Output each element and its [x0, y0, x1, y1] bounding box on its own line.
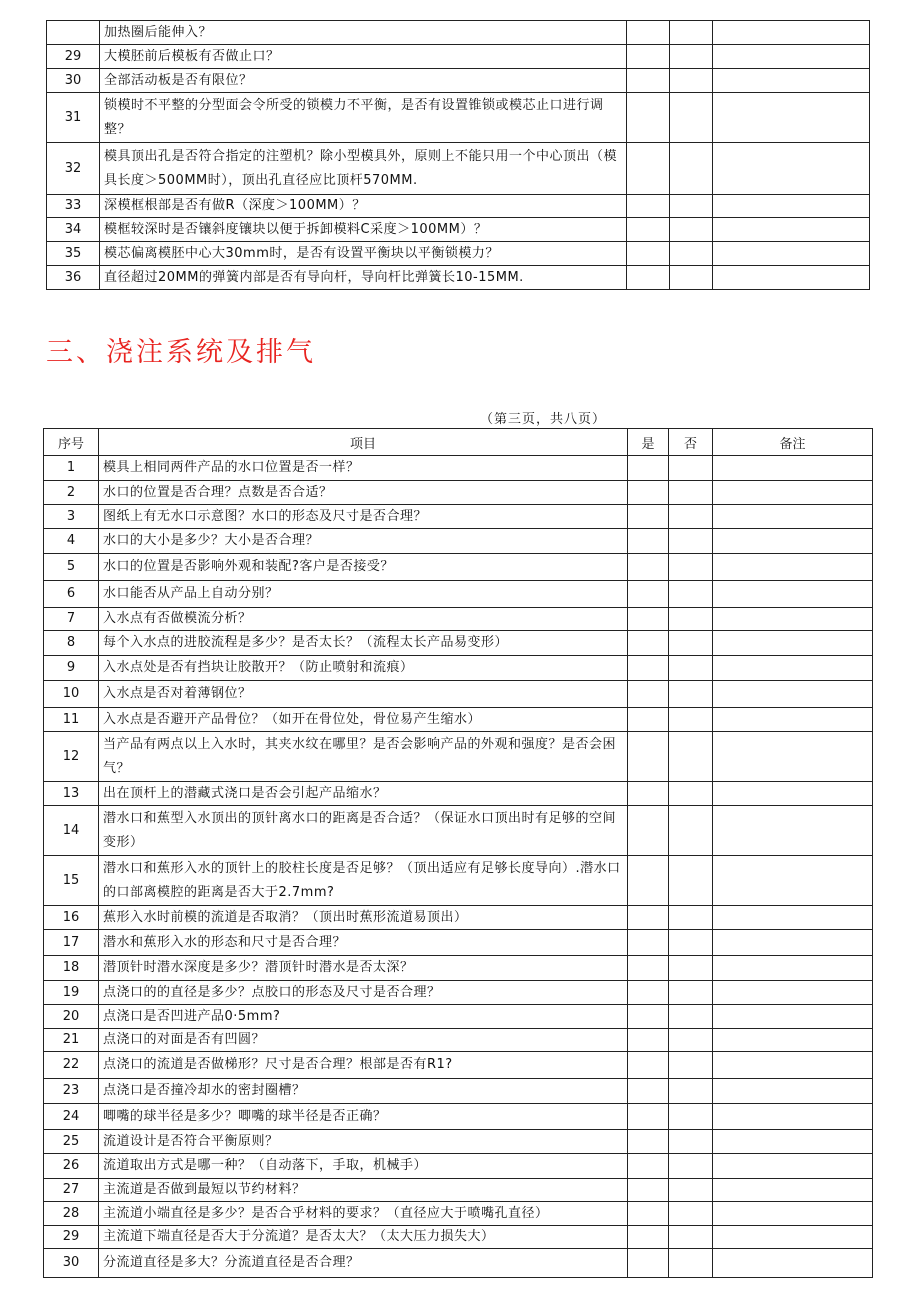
remark-cell[interactable]: [713, 631, 873, 656]
table-row: [44, 1154, 873, 1179]
remark-cell[interactable]: [713, 906, 873, 930]
row-number: 29: [44, 1226, 99, 1249]
row-item-text: 点浇口是否撞冷却水的密封圈槽？: [99, 1079, 628, 1104]
remark-cell[interactable]: [713, 930, 873, 956]
table-row: [47, 218, 870, 242]
yes-check-cell[interactable]: [627, 21, 670, 45]
row-item-text: 模具上相同两件产品的水口位置是否一样？: [99, 456, 628, 481]
table-row: [47, 69, 870, 93]
remark-cell[interactable]: [713, 93, 870, 143]
row-number: 36: [47, 266, 100, 290]
no-check-cell[interactable]: [669, 1179, 713, 1202]
no-check-cell[interactable]: [670, 195, 713, 218]
no-check-cell[interactable]: [669, 1029, 713, 1052]
table-row: [44, 782, 873, 806]
row-item-text: 潜水和蕉形入水的形态和尺寸是否合理？: [99, 930, 628, 956]
no-check-cell[interactable]: [669, 1104, 713, 1130]
no-check-cell[interactable]: [669, 1005, 713, 1029]
no-check-cell[interactable]: [669, 906, 713, 930]
yes-check-cell[interactable]: [628, 1104, 669, 1130]
remark-cell[interactable]: [713, 1130, 873, 1154]
row-item-text: 锁模时不平整的分型面会令所受的锁模力不平衡，是否有设置锥锁或模芯止口进行调整？: [100, 93, 627, 143]
row-number: 19: [44, 981, 99, 1005]
table-row: [47, 195, 870, 218]
row-number: 25: [44, 1130, 99, 1154]
remark-cell[interactable]: [713, 1005, 873, 1029]
no-check-cell[interactable]: [669, 1130, 713, 1154]
row-item-text: 出在顶杆上的潜藏式浇口是否会引起产品缩水？: [99, 782, 628, 806]
table-row: [44, 529, 873, 554]
row-number: 17: [44, 930, 99, 956]
row-number: 26: [44, 1154, 99, 1179]
table-row: [44, 656, 873, 681]
no-check-cell[interactable]: [669, 708, 713, 732]
yes-check-cell[interactable]: [627, 93, 670, 143]
no-check-cell[interactable]: [670, 218, 713, 242]
table-header-row: [44, 429, 873, 456]
row-number: 7: [44, 608, 99, 631]
no-check-cell[interactable]: [670, 143, 713, 195]
row-number: 10: [44, 681, 99, 708]
yes-check-cell[interactable]: [628, 608, 669, 631]
yes-check-cell[interactable]: [628, 981, 669, 1005]
row-number: 8: [44, 631, 99, 656]
row-number: 35: [47, 242, 100, 266]
no-check-cell[interactable]: [670, 266, 713, 290]
table-row: [47, 143, 870, 195]
remark-cell[interactable]: [713, 981, 873, 1005]
yes-check-cell[interactable]: [628, 505, 669, 529]
row-number: 15: [44, 856, 99, 906]
yes-check-cell[interactable]: [628, 1079, 669, 1104]
row-item-text: 水口的位置是否合理？点数是否合适？: [99, 481, 628, 505]
remark-cell[interactable]: [713, 195, 870, 218]
yes-check-cell[interactable]: [628, 1052, 669, 1079]
row-item-text: 加热圈后能伸入？: [100, 21, 627, 45]
yes-check-cell[interactable]: [627, 69, 670, 93]
row-item-text: 深模框根部是否有做R（深度＞100MM）？: [100, 195, 627, 218]
row-item-text: 潜顶针时潜水深度是多少？潜顶针时潜水是否太深？: [99, 956, 628, 981]
table-row: [47, 21, 870, 45]
no-check-cell[interactable]: [670, 242, 713, 266]
row-number: 24: [44, 1104, 99, 1130]
row-item-text: 模框较深时是否镶斜度镶块以便于拆卸模料C采度＞100MM）？: [100, 218, 627, 242]
yes-check-cell[interactable]: [628, 1202, 669, 1226]
row-item-text: 全部活动板是否有限位？: [100, 69, 627, 93]
yes-check-cell[interactable]: [628, 956, 669, 981]
row-item-text: 点浇口的流道是否做梯形？尺寸是否合理？根部是否有R1?: [99, 1052, 628, 1079]
row-item-text: 流道取出方式是哪一种？（自动落下，手取，机械手）: [99, 1154, 628, 1179]
row-number: 16: [44, 906, 99, 930]
remark-cell[interactable]: [713, 505, 873, 529]
table-row: [47, 93, 870, 143]
no-check-cell[interactable]: [669, 608, 713, 631]
no-check-cell[interactable]: [669, 1079, 713, 1104]
row-item-text: 水口的大小是多少？大小是否合理？: [99, 529, 628, 554]
row-number: 31: [47, 93, 100, 143]
yes-check-cell[interactable]: [628, 1154, 669, 1179]
remark-cell[interactable]: [713, 218, 870, 242]
table-row: [44, 1179, 873, 1202]
row-number: 1: [44, 456, 99, 481]
row-item-text: 入水点有否做模流分析？: [99, 608, 628, 631]
yes-check-cell[interactable]: [628, 554, 669, 581]
remark-cell[interactable]: [713, 708, 873, 732]
row-item-text: 大模胚前后模板有否做止口？: [100, 45, 627, 69]
table-row: [44, 608, 873, 631]
remark-cell[interactable]: [713, 956, 873, 981]
remark-cell[interactable]: [713, 681, 873, 708]
row-number: 27: [44, 1179, 99, 1202]
remark-cell[interactable]: [713, 1104, 873, 1130]
table-row: [44, 554, 873, 581]
table-row: [44, 681, 873, 708]
remark-cell[interactable]: [713, 1202, 873, 1226]
header-yes: 是: [628, 429, 669, 456]
row-item-text: 主流道是否做到最短以节约材料？: [99, 1179, 628, 1202]
remark-cell[interactable]: [713, 806, 873, 856]
gating-system-checklist-table: [43, 428, 873, 1278]
no-check-cell[interactable]: [669, 681, 713, 708]
row-number: 4: [44, 529, 99, 554]
row-number: 22: [44, 1052, 99, 1079]
row-number: 18: [44, 956, 99, 981]
table-row: [44, 1052, 873, 1079]
table-row: [44, 581, 873, 608]
remark-cell[interactable]: [713, 529, 873, 554]
row-item-text: 分流道直径是多大？分流道直径是否合理？: [99, 1249, 628, 1278]
row-item-text: 蕉形入水时前模的流道是否取消？（顶出时蕉形流道易顶出）: [99, 906, 628, 930]
row-number: 13: [44, 782, 99, 806]
remark-cell[interactable]: [713, 1079, 873, 1104]
no-check-cell[interactable]: [669, 930, 713, 956]
yes-check-cell[interactable]: [627, 195, 670, 218]
row-item-text: 直径超过20MM的弹簧内部是否有导向杆，导向杆比弹簧长10-15MM.: [100, 266, 627, 290]
yes-check-cell[interactable]: [628, 456, 669, 481]
yes-check-cell[interactable]: [628, 681, 669, 708]
table-row: [44, 505, 873, 529]
yes-check-cell[interactable]: [628, 1005, 669, 1029]
remark-cell[interactable]: [713, 45, 870, 69]
no-check-cell[interactable]: [669, 631, 713, 656]
yes-check-cell[interactable]: [628, 1249, 669, 1278]
row-item-text: 模具顶出孔是否符合指定的注塑机？除小型模具外，原则上不能只用一个中心顶出（模具长度＞500MM时），顶出孔直径应比顶杆570MM.: [100, 143, 627, 195]
table-row: [44, 806, 873, 856]
remark-cell[interactable]: [713, 143, 870, 195]
no-check-cell[interactable]: [669, 581, 713, 608]
no-check-cell[interactable]: [669, 1249, 713, 1278]
row-item-text: 点浇口的的直径是多少？点胶口的形态及尺寸是否合理？: [99, 981, 628, 1005]
header-remark: 备注: [713, 429, 873, 456]
yes-check-cell[interactable]: [628, 529, 669, 554]
yes-check-cell[interactable]: [628, 1029, 669, 1052]
yes-check-cell[interactable]: [628, 656, 669, 681]
table-row: [44, 631, 873, 656]
row-item-text: 水口能否从产品上自动分别？: [99, 581, 628, 608]
row-number: 6: [44, 581, 99, 608]
remark-cell[interactable]: [713, 1052, 873, 1079]
remark-cell[interactable]: [713, 1226, 873, 1249]
no-check-cell[interactable]: [669, 456, 713, 481]
yes-check-cell[interactable]: [628, 782, 669, 806]
yes-check-cell[interactable]: [627, 266, 670, 290]
page-indicator: （第三页，共八页）: [480, 412, 607, 427]
row-item-text: 入水点是否避开产品骨位？（如开在骨位处，骨位易产生缩水）: [99, 708, 628, 732]
remark-cell[interactable]: [713, 732, 873, 782]
remark-cell[interactable]: [713, 481, 873, 505]
table-row: [44, 1130, 873, 1154]
yes-check-cell[interactable]: [628, 1226, 669, 1249]
yes-check-cell[interactable]: [627, 242, 670, 266]
row-number: 29: [47, 45, 100, 69]
remark-cell[interactable]: [713, 456, 873, 481]
no-check-cell[interactable]: [669, 656, 713, 681]
row-item-text: 模芯偏离模胚中心大30mm时，是否有设置平衡块以平衡锁模力？: [100, 242, 627, 266]
row-item-text: 潜水口和蕉型入水顶出的顶针离水口的距离是否合适？（保证水口顶出时有足够的空间变形）: [99, 806, 628, 856]
table-row: [47, 242, 870, 266]
row-number: 32: [47, 143, 100, 195]
row-number: 33: [47, 195, 100, 218]
remark-cell[interactable]: [713, 656, 873, 681]
remark-cell[interactable]: [713, 554, 873, 581]
yes-check-cell[interactable]: [628, 806, 669, 856]
row-item-text: 入水点处是否有挡块让胶散开？（防止喷射和流痕）: [99, 656, 628, 681]
row-item-text: 潜水口和蕉形入水的顶针上的胶柱长度是否足够？（顶出适应有足够长度导向）.潜水口的口部离模腔的距离是否大于2.7mm?: [99, 856, 628, 906]
no-check-cell[interactable]: [670, 45, 713, 69]
table-row: [44, 1249, 873, 1278]
yes-check-cell[interactable]: [628, 906, 669, 930]
row-number: 23: [44, 1079, 99, 1104]
row-item-text: 主流道下端直径是否大于分流道？是否太大？（太大压力损失大）: [99, 1226, 628, 1249]
no-check-cell[interactable]: [669, 505, 713, 529]
section-title: 三、浇注系统及排气: [46, 337, 316, 368]
table-row: [44, 856, 873, 906]
table-row: [44, 708, 873, 732]
row-item-text: 流道设计是否符合平衡原则？: [99, 1130, 628, 1154]
remark-cell[interactable]: [713, 856, 873, 906]
row-number: 11: [44, 708, 99, 732]
no-check-cell[interactable]: [669, 1154, 713, 1179]
remark-cell[interactable]: [713, 242, 870, 266]
yes-check-cell[interactable]: [627, 218, 670, 242]
row-number: 12: [44, 732, 99, 782]
table-row: [44, 1104, 873, 1130]
table-row: [44, 456, 873, 481]
checklist-table-continued: [46, 20, 870, 290]
row-number: 2: [44, 481, 99, 505]
row-item-text: 水口的位置是否影响外观和装配?客户是否接受？: [99, 554, 628, 581]
row-number: 3: [44, 505, 99, 529]
row-number: 30: [47, 69, 100, 93]
remark-cell[interactable]: [713, 1029, 873, 1052]
yes-check-cell[interactable]: [628, 481, 669, 505]
header-number: 序号: [44, 429, 99, 456]
table-row: [47, 266, 870, 290]
remark-cell[interactable]: [713, 581, 873, 608]
yes-check-cell[interactable]: [628, 930, 669, 956]
row-item-text: 每个入水点的进胶流程是多少？是否太长？（流程太长产品易变形）: [99, 631, 628, 656]
no-check-cell[interactable]: [669, 806, 713, 856]
remark-cell[interactable]: [713, 266, 870, 290]
table-row: [44, 906, 873, 930]
row-number: 20: [44, 1005, 99, 1029]
no-check-cell[interactable]: [669, 856, 713, 906]
row-number: 34: [47, 218, 100, 242]
remark-cell[interactable]: [713, 69, 870, 93]
table-row: [44, 1079, 873, 1104]
row-number: 21: [44, 1029, 99, 1052]
row-item-text: 入水点是否对着薄钢位？: [99, 681, 628, 708]
yes-check-cell[interactable]: [628, 1130, 669, 1154]
remark-cell[interactable]: [713, 21, 870, 45]
header-item: 项目: [99, 429, 628, 456]
no-check-cell[interactable]: [669, 1202, 713, 1226]
row-number: [47, 21, 100, 45]
table-row: [44, 1005, 873, 1029]
no-check-cell[interactable]: [670, 21, 713, 45]
no-check-cell[interactable]: [669, 481, 713, 505]
no-check-cell[interactable]: [669, 1226, 713, 1249]
yes-check-cell[interactable]: [628, 708, 669, 732]
row-item-text: 点浇口是否凹进产品0·5mm?: [99, 1005, 628, 1029]
table-row: [44, 1202, 873, 1226]
table-row: [44, 956, 873, 981]
row-item-text: 图纸上有无水口示意图？水口的形态及尺寸是否合理？: [99, 505, 628, 529]
no-check-cell[interactable]: [669, 732, 713, 782]
row-number: 5: [44, 554, 99, 581]
no-check-cell[interactable]: [670, 93, 713, 143]
table-row: [44, 930, 873, 956]
row-number: 30: [44, 1249, 99, 1278]
table-row: [44, 1029, 873, 1052]
no-check-cell[interactable]: [669, 956, 713, 981]
yes-check-cell[interactable]: [628, 1179, 669, 1202]
header-no: 否: [669, 429, 713, 456]
yes-check-cell[interactable]: [628, 631, 669, 656]
table-row: [44, 481, 873, 505]
no-check-cell[interactable]: [669, 981, 713, 1005]
remark-cell[interactable]: [713, 1179, 873, 1202]
no-check-cell[interactable]: [670, 69, 713, 93]
remark-cell[interactable]: [713, 782, 873, 806]
row-item-text: 唧嘴的球半径是多少？唧嘴的球半径是否正确？: [99, 1104, 628, 1130]
row-item-text: 当产品有两点以上入水时，其夹水纹在哪里？是否会影响产品的外观和强度？是否会困气？: [99, 732, 628, 782]
yes-check-cell[interactable]: [627, 45, 670, 69]
row-number: 14: [44, 806, 99, 856]
yes-check-cell[interactable]: [628, 732, 669, 782]
row-number: 28: [44, 1202, 99, 1226]
table-row: [44, 732, 873, 782]
row-item-text: 点浇口的对面是否有凹圆？: [99, 1029, 628, 1052]
row-item-text: 主流道小端直径是多少？是否合乎材料的要求？（直径应大于喷嘴孔直径）: [99, 1202, 628, 1226]
row-number: 9: [44, 656, 99, 681]
yes-check-cell[interactable]: [628, 581, 669, 608]
no-check-cell[interactable]: [669, 554, 713, 581]
yes-check-cell[interactable]: [627, 143, 670, 195]
no-check-cell[interactable]: [669, 529, 713, 554]
no-check-cell[interactable]: [669, 782, 713, 806]
remark-cell[interactable]: [713, 1249, 873, 1278]
yes-check-cell[interactable]: [628, 856, 669, 906]
no-check-cell[interactable]: [669, 1052, 713, 1079]
table-row: [44, 1226, 873, 1249]
table-row: [44, 981, 873, 1005]
table-row: [47, 45, 870, 69]
remark-cell[interactable]: [713, 608, 873, 631]
remark-cell[interactable]: [713, 1154, 873, 1179]
